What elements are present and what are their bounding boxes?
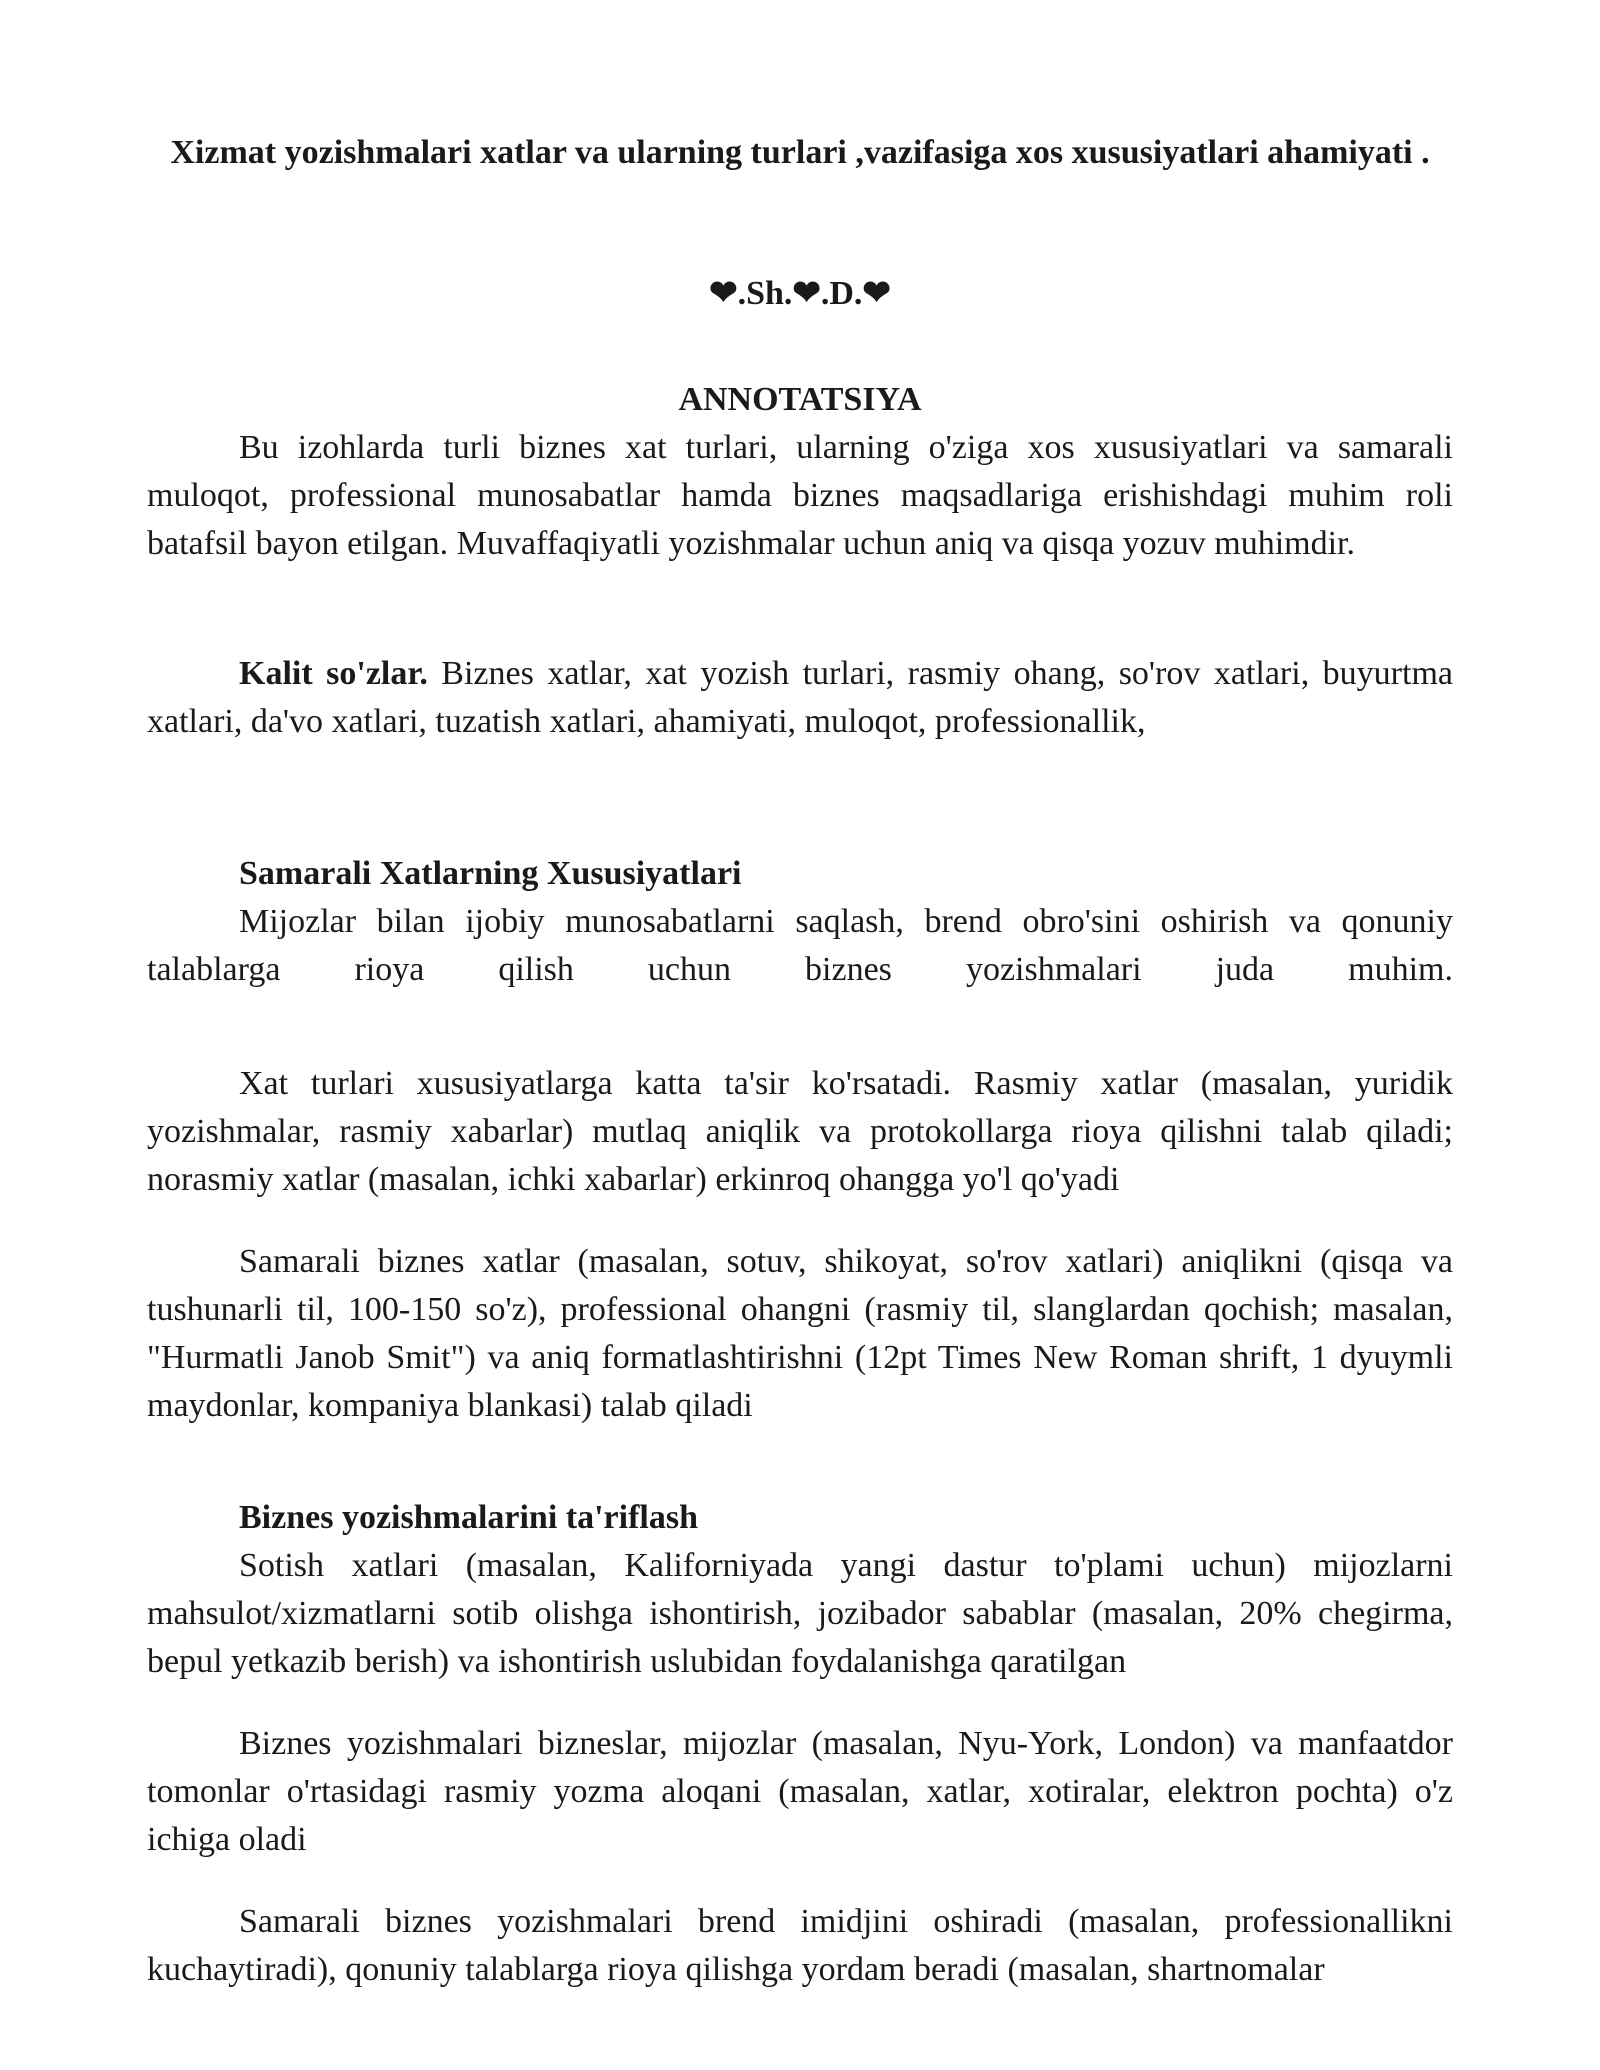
keywords-text: Biznes xatlar, xat yozish turlari, rasmiy ohang, so'rov xatlari, buyurtma xatlari, da'vo xatlari, tuzatish xatlari, ahamiyati, muloqot, professionallik, [147,655,1453,740]
paragraph-brand-image: Samarali biznes yozishmalari brend imidjini oshiradi (masalan, professionallikni kuchaytiradi), qonuniy talablarga rioya qilishga yordam beradi (masalan, shartnomalar [147,1903,1453,1988]
section-heading-definition: Biznes yozishmalarini ta'riflash [239,1499,698,1536]
document-title: Xizmat yozishmalari xatlar va ularning turlari ,vazifasiga xos xususiyatlari ahamiyati . [170,134,1430,171]
author-line: ❤.Sh.❤.D.❤ [709,275,891,312]
paragraph-effective-letters: Samarali biznes xatlar (masalan, sotuv, shikoyat, so'rov xatlari) aniqlikni (qisqa va tushunarli til, 100-150 so'z), professional ohangni (rasmiy til, slanglardan qochish; masalan, "Hurmatli Janob Smit") va aniq formatlashtirishni (12pt Times New Roman shrift, 1 dyuymli maydonlar, kompaniya blankasi) talab qiladi [147,1243,1453,1424]
section-heading-features: Samarali Xatlarning Xususiyatlari [239,855,742,892]
paragraph-features-intro: Mijozlar bilan ijobiy munosabatlarni saqlash, brend obro'sini oshirish va qonuniy talablarga rioya qilish uchun biznes yozishmalari juda muhim. [147,903,1453,988]
paragraph-business-correspondence: Biznes yozishmalari bizneslar, mijozlar (masalan, Nyu-York, London) va manfaatdor tomonlar o'rtasidagi rasmiy yozma aloqani (masalan, xatlar, xotiralar, elektron pochta) o'z ichiga oladi [147,1725,1453,1858]
annotation-paragraph: Bu izohlarda turli biznes xat turlari, ularning o'ziga xos xususiyatlari va samarali muloqot, professional munosabatlar hamda biznes maqsadlariga erishishdagi muhim roli batafsil bayon etilgan. Muvaffaqiyatli yozishmalar uchun aniq va qisqa yozuv muhimdir. [147,429,1453,562]
paragraph-letter-types: Xat turlari xususiyatlarga katta ta'sir ko'rsatadi. Rasmiy xatlar (masalan, yuridik yozishmalar, rasmiy xabarlar) mutlaq aniqlik va protokollarga rioya qilishni talab qiladi; norasmiy xatlar (masalan, ichki xabarlar) erkinroq ohangga yo'l qo'yadi [147,1065,1453,1198]
keywords-paragraph [147,650,1453,746]
keywords-label: Kalit so'zlar. [239,655,428,692]
annotation-heading: ANNOTATSIYA [678,381,922,418]
paragraph-sales-letters: Sotish xatlari (masalan, Kaliforniyada yangi dastur to'plami uchun) mijozlarni mahsulot/xizmatlarni sotib olishga ishontirish, jozibador sabablar (masalan, 20% chegirma, bepul yetkazib berish) va ishontirish uslubidan foydalanishga qaratilgan [147,1547,1453,1680]
